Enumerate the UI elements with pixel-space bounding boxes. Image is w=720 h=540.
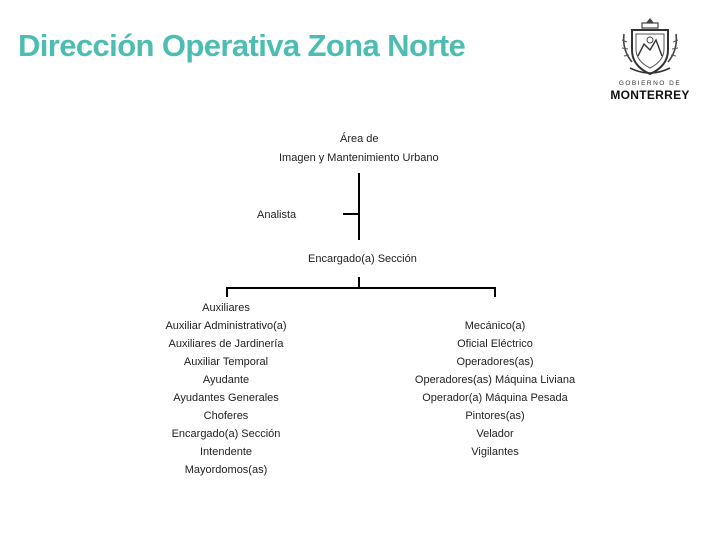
list-item: Auxiliar Temporal xyxy=(183,356,269,368)
gobierno-monterrey-logo xyxy=(610,16,690,104)
list-item: Oficial Eléctrico xyxy=(457,338,533,350)
page-title: Dirección Operativa Zona Norte xyxy=(18,28,466,63)
list-item: Pintores(as) xyxy=(465,410,525,422)
list-item: Auxiliar Administrativo(a) xyxy=(165,320,287,332)
list-item: Vigilantes xyxy=(471,446,519,458)
coat-of-arms-icon xyxy=(618,16,682,78)
left-branch-drop-line xyxy=(226,287,228,297)
list-item: Operadores(as) Máquina Liviana xyxy=(414,374,576,386)
list-item: Operador(a) Máquina Pesada xyxy=(422,392,568,404)
list-item: Velador xyxy=(476,428,514,440)
root-node-line2: Imagen y Mantenimiento Urbano xyxy=(279,152,439,164)
right-position-list xyxy=(385,317,605,461)
section-node: Encargado(a) Sección xyxy=(308,253,417,265)
right-branch-drop-line xyxy=(494,287,496,297)
list-item: Auxiliares de Jardinería xyxy=(168,338,284,350)
list-item: Mayordomos(as) xyxy=(184,464,268,476)
list-item: Choferes xyxy=(203,410,249,422)
list-item: Encargado(a) Sección xyxy=(171,428,281,440)
list-item: Auxiliares xyxy=(202,302,250,314)
staff-branch-line xyxy=(343,213,359,215)
root-connector-line xyxy=(358,173,360,240)
logo-gobierno-text: GOBIERNO DE xyxy=(618,80,682,87)
branch-horizontal-line xyxy=(226,287,495,289)
root-node-line1: Área de xyxy=(340,133,379,145)
staff-node-analista: Analista xyxy=(257,209,297,221)
list-item: Operadores(as) xyxy=(456,356,534,368)
left-position-list xyxy=(126,299,326,479)
list-item: Ayudante xyxy=(202,374,250,386)
list-item: Ayudantes Generales xyxy=(173,392,279,404)
list-item: Intendente xyxy=(200,446,252,458)
logo-city-text: MONTERREY xyxy=(610,88,690,102)
list-item: Mecánico(a) xyxy=(464,320,526,332)
